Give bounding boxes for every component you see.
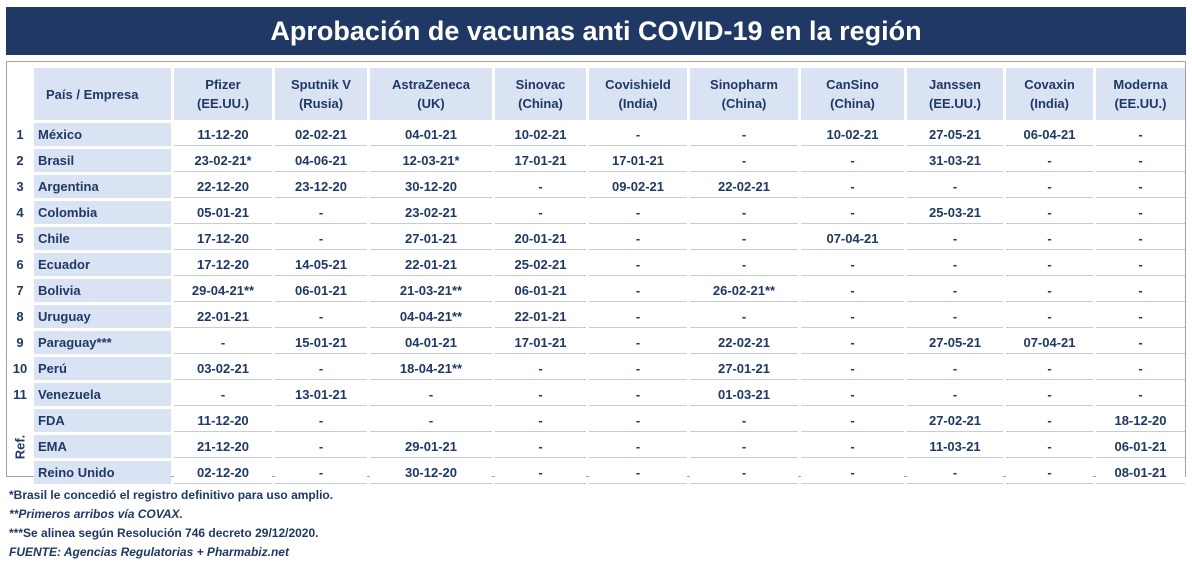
approval-date-cell: 22-02-21 <box>690 175 798 198</box>
approval-date-cell: 06-01-21 <box>1096 435 1185 458</box>
header-vaccine-name: Sinopharm <box>710 77 778 92</box>
approval-date-cell: - <box>1006 409 1093 432</box>
approval-date-cell: 07-04-21 <box>1006 331 1093 354</box>
approval-date-cell: 06-04-21 <box>1006 123 1093 146</box>
approval-date-cell: - <box>907 227 1003 250</box>
approval-date-cell: - <box>1006 305 1093 328</box>
approval-date-cell: - <box>1006 149 1093 172</box>
header-pfizer <box>174 68 272 120</box>
header-vaccine-name: CanSino <box>826 77 879 92</box>
header-vaccine-name: Sputnik V <box>291 77 351 92</box>
approval-date-cell: 14-05-21 <box>275 253 367 276</box>
approval-date-cell: - <box>1096 253 1185 276</box>
header-moderna <box>1096 68 1185 120</box>
approval-date-cell: - <box>1096 227 1185 250</box>
approval-date-cell: - <box>907 305 1003 328</box>
approval-date-cell: - <box>801 279 904 302</box>
approval-date-cell: 10-02-21 <box>801 123 904 146</box>
approval-date-cell: - <box>589 409 687 432</box>
approval-date-cell: - <box>1096 201 1185 224</box>
approval-date-cell: 21-03-21** <box>370 279 492 302</box>
approval-date-cell: - <box>495 175 586 198</box>
approval-date-cell: - <box>275 409 367 432</box>
table-row <box>9 149 1185 172</box>
approval-date-cell: 29-04-21** <box>174 279 272 302</box>
approval-date-cell: - <box>589 123 687 146</box>
header-vaccine-origin: (China) <box>721 96 767 111</box>
footnote-1: *Brasil le concedió el registro definitivo para uso amplio. <box>9 488 334 502</box>
approval-date-cell: 02-02-21 <box>275 123 367 146</box>
approval-date-cell: - <box>1006 461 1093 484</box>
approval-date-cell: 23-12-20 <box>275 175 367 198</box>
approval-date-cell: - <box>495 409 586 432</box>
country-name: Argentina <box>34 175 171 198</box>
footnote-2: **Primeros arribos vía COVAX. <box>9 507 183 521</box>
approval-date-cell: - <box>495 461 586 484</box>
approval-date-cell: 23-02-21 <box>370 201 492 224</box>
header-vaccine-name: Covaxin <box>1024 77 1075 92</box>
country-name: Brasil <box>34 149 171 172</box>
approval-date-cell: 31-03-21 <box>907 149 1003 172</box>
approval-date-cell: 21-12-20 <box>174 435 272 458</box>
table-row <box>9 357 1185 380</box>
vaccine-approval-table <box>6 65 1188 487</box>
table-row <box>9 123 1185 146</box>
approval-date-cell: 18-04-21** <box>370 357 492 380</box>
approval-date-cell: 22-02-21 <box>690 331 798 354</box>
reference-row <box>9 435 1185 458</box>
header-vaccine-origin: (China) <box>830 96 875 111</box>
approval-date-cell: 20-01-21 <box>495 227 586 250</box>
approval-date-cell: - <box>1096 331 1185 354</box>
approval-date-cell: 27-05-21 <box>907 123 1003 146</box>
approval-date-cell: - <box>589 305 687 328</box>
approval-date-cell: 15-01-21 <box>275 331 367 354</box>
approval-date-cell: - <box>907 279 1003 302</box>
approval-date-cell: - <box>275 305 367 328</box>
approval-date-cell: 25-02-21 <box>495 253 586 276</box>
table-row <box>9 253 1185 276</box>
approval-date-cell: - <box>275 461 367 484</box>
row-number: 9 <box>16 335 24 350</box>
header-vaccine-origin: (EE.UU.) <box>197 96 249 111</box>
approval-date-cell: - <box>1006 201 1093 224</box>
approval-date-cell: 22-01-21 <box>370 253 492 276</box>
header-vaccine-name: Pfizer <box>205 77 241 92</box>
agency-name: Reino Unido <box>34 461 171 484</box>
approval-date-cell: - <box>801 305 904 328</box>
approval-date-cell: - <box>589 227 687 250</box>
approval-date-cell: 06-01-21 <box>275 279 367 302</box>
country-name: Paraguay*** <box>34 331 171 354</box>
approval-date-cell: - <box>801 149 904 172</box>
row-number: 5 <box>16 231 24 246</box>
table-row <box>9 331 1185 354</box>
approval-date-cell: 11-03-21 <box>907 435 1003 458</box>
approval-date-cell: - <box>370 409 492 432</box>
approval-date-cell: 04-04-21** <box>370 305 492 328</box>
approval-date-cell: - <box>690 435 798 458</box>
table-row <box>9 305 1185 328</box>
approval-date-cell: 04-01-21 <box>370 123 492 146</box>
header-cansino <box>801 68 904 120</box>
header-vaccine-origin: (EE.UU.) <box>1114 96 1167 111</box>
table-row <box>9 279 1185 302</box>
approval-date-cell: - <box>1006 227 1093 250</box>
approval-date-cell: - <box>495 357 586 380</box>
approval-date-cell: 27-01-21 <box>370 227 492 250</box>
approval-date-cell: - <box>801 175 904 198</box>
country-name: Bolivia <box>34 279 171 302</box>
approval-date-cell: - <box>495 201 586 224</box>
table-row <box>9 201 1185 224</box>
approval-date-cell: - <box>275 435 367 458</box>
approval-date-cell: 11-12-20 <box>174 409 272 432</box>
header-sinovac <box>495 68 586 120</box>
approval-date-cell: - <box>370 383 492 406</box>
approval-date-cell: - <box>1006 383 1093 406</box>
approval-date-cell: - <box>801 201 904 224</box>
agency-name: EMA <box>34 435 171 458</box>
approval-date-cell: 27-05-21 <box>907 331 1003 354</box>
row-number: 8 <box>16 309 24 324</box>
agency-name: FDA <box>34 409 171 432</box>
approval-date-cell: 29-01-21 <box>370 435 492 458</box>
row-number: 1 <box>16 127 24 142</box>
approval-date-cell: 01-03-21 <box>690 383 798 406</box>
row-number: 6 <box>16 257 24 272</box>
table-header-row <box>9 68 1185 120</box>
approval-date-cell: - <box>275 227 367 250</box>
header-vaccine-name: Sinovac <box>515 77 566 92</box>
approval-date-cell: 07-04-21 <box>801 227 904 250</box>
approval-date-cell: - <box>1096 175 1185 198</box>
approval-date-cell: - <box>174 383 272 406</box>
header-janssen <box>907 68 1003 120</box>
approval-date-cell: - <box>690 227 798 250</box>
approval-date-cell: - <box>589 253 687 276</box>
approval-date-cell: - <box>589 331 687 354</box>
approval-date-cell: - <box>801 461 904 484</box>
approval-date-cell: 05-01-21 <box>174 201 272 224</box>
approval-date-cell: 17-12-20 <box>174 253 272 276</box>
country-name: Perú <box>34 357 171 380</box>
approval-date-cell: - <box>690 149 798 172</box>
approval-date-cell: 10-02-21 <box>495 123 586 146</box>
approval-date-cell: 27-01-21 <box>690 357 798 380</box>
approval-date-cell: - <box>1006 357 1093 380</box>
approval-date-cell: - <box>1096 383 1185 406</box>
approval-date-cell: 27-02-21 <box>907 409 1003 432</box>
approval-date-cell: - <box>174 331 272 354</box>
header-sinopharm <box>690 68 798 120</box>
approval-date-cell: 22-01-21 <box>174 305 272 328</box>
approval-date-cell: 17-01-21 <box>495 331 586 354</box>
header-vaccine-origin: (India) <box>618 96 658 111</box>
approval-date-cell: 11-12-20 <box>174 123 272 146</box>
row-number: 10 <box>12 361 28 376</box>
header-covishield <box>589 68 687 120</box>
approval-date-cell: 06-01-21 <box>495 279 586 302</box>
approval-date-cell: - <box>801 409 904 432</box>
row-number: 11 <box>13 387 27 402</box>
approval-date-cell: 03-02-21 <box>174 357 272 380</box>
header-vaccine-name: Covishield <box>605 77 671 92</box>
approval-date-cell: - <box>589 435 687 458</box>
approval-date-cell: - <box>589 383 687 406</box>
header-vaccine-origin: (India) <box>1030 96 1069 111</box>
approval-date-cell: 04-01-21 <box>370 331 492 354</box>
approval-date-cell: 18-12-20 <box>1096 409 1185 432</box>
approval-date-cell: - <box>907 357 1003 380</box>
header-vaccine-origin: (Rusia) <box>298 96 344 111</box>
reference-row <box>9 409 1185 432</box>
row-number: 2 <box>16 153 24 168</box>
approval-date-cell: - <box>907 253 1003 276</box>
country-name: Uruguay <box>34 305 171 328</box>
approval-date-cell: - <box>1096 123 1185 146</box>
approval-date-cell: 08-01-21 <box>1096 461 1185 484</box>
footnotes <box>9 486 333 562</box>
table-row <box>9 175 1185 198</box>
approval-date-cell: - <box>275 357 367 380</box>
header-vaccine-name: Moderna <box>1113 77 1168 92</box>
approval-date-cell: - <box>1006 435 1093 458</box>
approval-date-cell: - <box>589 279 687 302</box>
header-blank <box>9 68 31 120</box>
header-vaccine-origin: (China) <box>518 96 563 111</box>
approval-date-cell: - <box>907 383 1003 406</box>
country-name: Colombia <box>34 201 171 224</box>
approval-date-cell: 22-01-21 <box>495 305 586 328</box>
approval-date-cell: - <box>690 253 798 276</box>
header-sputnik <box>275 68 367 120</box>
page-title: Aprobación de vacunas anti COVID-19 en la región <box>6 7 1186 55</box>
approval-date-cell: - <box>907 461 1003 484</box>
approval-date-cell: 30-12-20 <box>370 175 492 198</box>
approval-date-cell: - <box>1096 149 1185 172</box>
approval-date-cell: - <box>495 383 586 406</box>
approval-date-cell: - <box>589 357 687 380</box>
approval-date-cell: 25-03-21 <box>907 201 1003 224</box>
approval-date-cell: 22-12-20 <box>174 175 272 198</box>
approval-date-cell: - <box>1006 175 1093 198</box>
approval-date-cell: - <box>801 383 904 406</box>
reference-group-cell <box>9 409 31 484</box>
approval-date-cell: - <box>801 253 904 276</box>
approval-date-cell: - <box>275 201 367 224</box>
approval-date-cell: - <box>495 435 586 458</box>
row-number: 4 <box>16 205 24 220</box>
header-country: País / Empresa <box>34 68 171 120</box>
table-row <box>9 227 1185 250</box>
table-row <box>9 383 1185 406</box>
header-vaccine-origin: (UK) <box>417 96 445 111</box>
header-vaccine-name: Janssen <box>928 77 982 92</box>
header-vaccine-name: AstraZeneca <box>391 77 471 92</box>
source-note: FUENTE: Agencias Regulatorias + Pharmabiz.net <box>9 545 289 559</box>
approval-date-cell: - <box>690 409 798 432</box>
approval-date-cell: - <box>1006 253 1093 276</box>
approval-date-cell: - <box>1006 279 1093 302</box>
approval-date-cell: 17-01-21 <box>589 149 687 172</box>
approval-date-cell: - <box>1096 305 1185 328</box>
header-vaccine-origin: (EE.UU.) <box>929 96 981 111</box>
approval-date-cell: - <box>690 305 798 328</box>
row-number: 7 <box>16 283 24 298</box>
approval-date-cell: 02-12-20 <box>174 461 272 484</box>
approval-date-cell: - <box>1096 279 1185 302</box>
approval-date-cell: - <box>690 201 798 224</box>
approval-date-cell: 09-02-21 <box>589 175 687 198</box>
approval-date-cell: 17-12-20 <box>174 227 272 250</box>
country-name: Venezuela <box>34 383 171 406</box>
approval-date-cell: - <box>801 331 904 354</box>
country-name: México <box>34 123 171 146</box>
approval-date-cell: - <box>907 175 1003 198</box>
approval-date-cell: 17-01-21 <box>495 149 586 172</box>
footnote-3: ***Se alinea según Resolución 746 decreto 29/12/2020. <box>9 526 319 540</box>
header-astrazeneca <box>370 68 492 120</box>
approval-date-cell: 26-02-21** <box>690 279 798 302</box>
approval-date-cell: 30-12-20 <box>370 461 492 484</box>
country-name: Chile <box>34 227 171 250</box>
approval-date-cell: 04-06-21 <box>275 149 367 172</box>
approval-date-cell: - <box>690 123 798 146</box>
reference-row <box>9 461 1185 484</box>
row-number: 3 <box>16 179 24 194</box>
approval-date-cell: - <box>1096 357 1185 380</box>
approval-date-cell: 12-03-21* <box>370 149 492 172</box>
header-covaxin <box>1006 68 1093 120</box>
approval-date-cell: 13-01-21 <box>275 383 367 406</box>
approval-date-cell: - <box>589 461 687 484</box>
reference-label: Ref. <box>12 434 28 459</box>
country-name: Ecuador <box>34 253 171 276</box>
approval-date-cell: - <box>690 461 798 484</box>
approval-date-cell: 23-02-21* <box>174 149 272 172</box>
approval-date-cell: - <box>801 357 904 380</box>
approval-date-cell: - <box>589 201 687 224</box>
approval-date-cell: - <box>801 435 904 458</box>
